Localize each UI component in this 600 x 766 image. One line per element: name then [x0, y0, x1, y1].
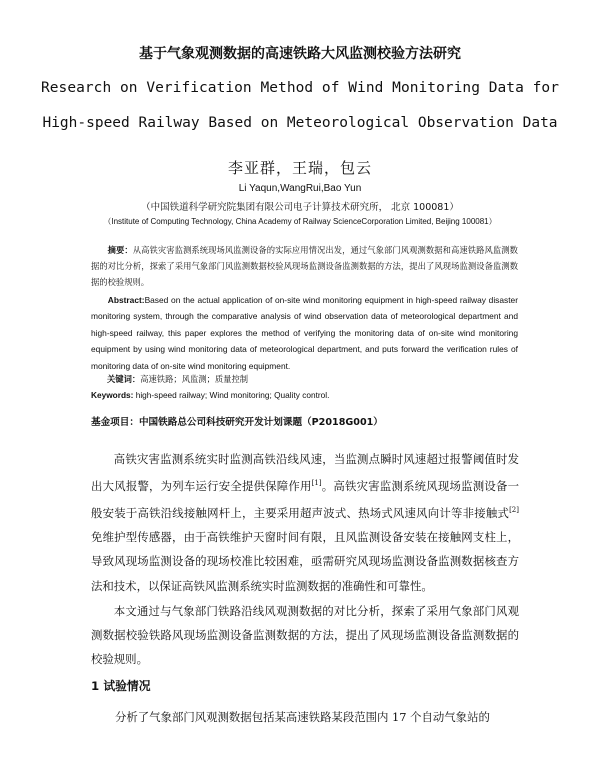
- affiliation-zh: （中国铁道科学研究院集团有限公司电子计算技术研究所， 北京 100081）: [141, 202, 459, 213]
- authors-zh: 李亚群，王瑞，包云: [227, 159, 372, 177]
- keywords-zh-label: 关键词：: [107, 374, 141, 384]
- para-1-text-b: 。高铁灾害监测系统风现场监测设备一般安装于高铁沿线接触网杆上，主要采用超声波式、热场式风速风向计等非接触式: [91, 479, 519, 520]
- citation-2: [2]: [509, 506, 519, 515]
- paper-title-en-line1: Research on Verification Method of Wind Monitoring Data for: [40, 80, 559, 96]
- paper-title-en-line2: High-speed Railway Based on Meteorological Observation Data: [42, 115, 558, 131]
- keywords-en-label: Keywords:: [91, 390, 134, 400]
- para-1-text-a: 高铁灾害监测系统实时监测高铁沿线风速，当监测点瞬时风速超过报警阈值时发出大风报警，为列车运行安全提供保障作用: [91, 452, 519, 493]
- keywords-zh-text: 高速铁路；风监测；质量控制: [140, 374, 249, 384]
- paper-title-zh: 基于气象观测数据的高速铁路大风监测校验方法研究: [139, 46, 461, 62]
- abstract-zh: [91, 242, 518, 290]
- keywords-zh: [107, 373, 248, 385]
- abstract-en-label: Abstract:: [107, 295, 145, 305]
- para-1-text-c: 免维护型传感器，由于高铁维护天窗时间有限，且风监测设备安装在接触网支柱上，导致风现场监测设备的现场校准比较困难，亟需研究风现场监测设备监测数据核查方法和技术，以保证高铁风监测系统实时监测数据的准确性和可靠性。: [91, 530, 519, 593]
- keywords-en: [91, 390, 329, 400]
- abstract-en-text: Based on the actual application of on-site wind monitoring equipment in high-speed railway disaster monitoring system, through the comparative analysis of wind observation data of meteorological department and high-speed railway, this paper explores the method of verifying the monitoring data of on-site wind monitoring equipment by using wind monitoring data of meteorological department, and puts forward the verification rules of monitoring data of on-site wind monitoring equipment.: [91, 295, 518, 371]
- keywords-en-text: high-speed railway; Wind monitoring; Quality control.: [133, 390, 330, 400]
- authors-en: Li Yaqun,WangRui,Bao Yun: [238, 183, 362, 194]
- body-paragraph-2: 本文通过与气象部门铁路沿线风观测数据的对比分析，探索了采用气象部门风观测数据校验铁路风现场监测设备监测数据的方法，提出了风现场监测设备监测数据的校验规则。: [91, 604, 519, 667]
- abstract-zh-label: 摘要：: [107, 245, 133, 255]
- citation-1: [1]: [311, 479, 322, 488]
- body-paragraph-3: 分析了气象部门风观测数据包括某高速铁路某段范围内 17 个自动气象站的: [115, 710, 490, 724]
- abstract-en: [91, 292, 518, 374]
- affiliation-en: （Institute of Computing Technology, China Academy of Railway ScienceCorporation Limited, Beijing 100081）: [103, 217, 497, 226]
- section-heading-1: 1 试验情况: [91, 679, 151, 693]
- body-paragraph-1: [91, 447, 519, 598]
- fund-note: 基金项目：中国铁路总公司科技研究开发计划课题（P2018G001）: [91, 417, 383, 428]
- abstract-zh-text: 从高铁灾害监测系统现场风监测设备的实际应用情况出发，通过气象部门风观测数据和高速铁路风监测数据的对比分析，探索了采用气象部门风监测数据校验风现场监测设备监测数据的方法，提出了风现场监测设备监测数据的校验规则。: [91, 245, 518, 287]
